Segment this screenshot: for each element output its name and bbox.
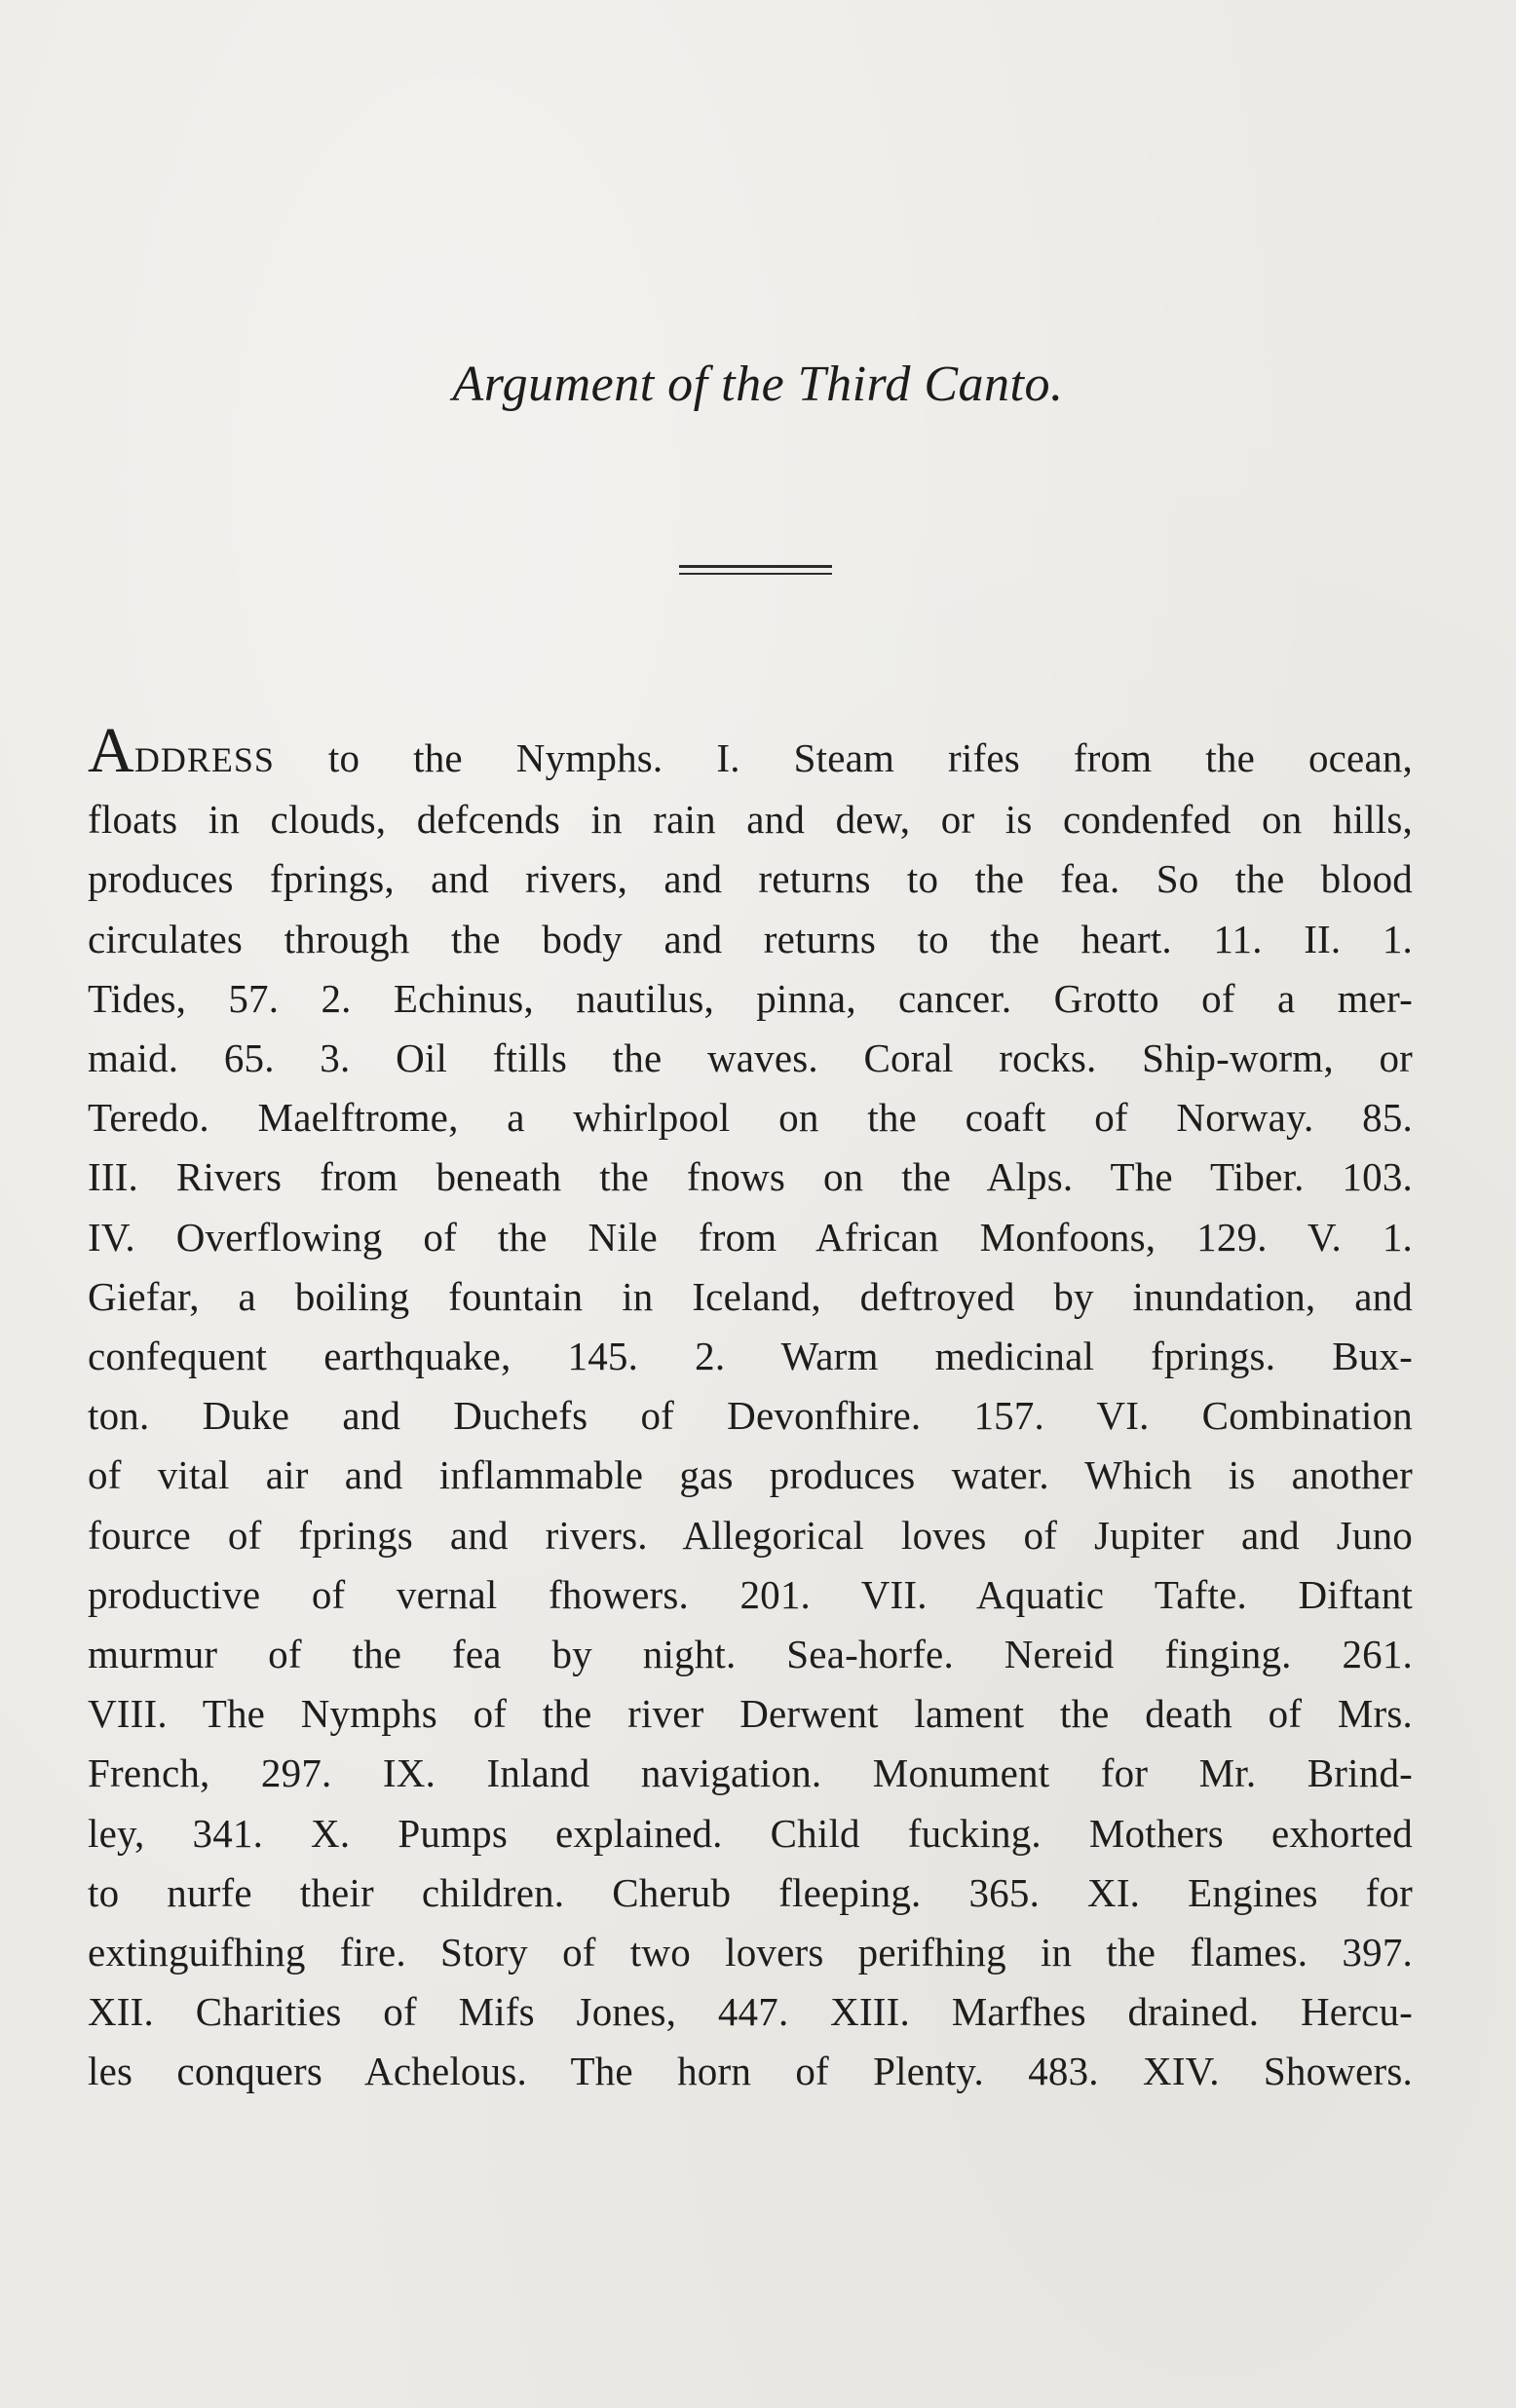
text-line-2: floats in clouds, defcends in rain and dew, or is condenfed on hills, (88, 797, 1413, 843)
text-line-3: produces fprings, and rivers, and returns to the fea. So the blood (88, 856, 1413, 902)
text-line-16: murmur of the fea by night. Sea-horfe. Nereid finging. 261. (88, 1632, 1413, 1677)
text-line-22: XII. Charities of Mifs Jones, 447. XIII. Marfhes drained. Hercu- (88, 1989, 1413, 2035)
text-line-17: VIII. The Nymphs of the river Derwent lament the death of Mrs. (88, 1691, 1413, 1737)
text-line-15: productive of vernal fhowers. 201. VII. Aquatic Tafte. Diftant (88, 1571, 1413, 1617)
small-caps-word: DDRESS (133, 740, 275, 779)
argument-text (88, 715, 1413, 2102)
text-line-23: les conquers Achelous. The horn of Plenty. 483. XIV. Showers. (88, 2049, 1413, 2094)
page-title: Argument of the Third Canto. (452, 357, 1064, 412)
text-line-5: Tides, 57. 2. Echinus, nautilus, pinna, cancer. Grotto of a mer- (88, 975, 1413, 1021)
text-line-4: circulates through the body and returns to the heart. 11. II. 1. (88, 916, 1413, 961)
text-line-13: of vital air and inflammable gas produces water. Which is another (88, 1452, 1413, 1498)
double-rule-divider (679, 565, 832, 579)
text-line-14: fource of fprings and rivers. Allegorical loves of Jupiter and Juno (88, 1512, 1413, 1558)
text-line-19: ley, 341. X. Pumps explained. Child fucking. Mothers exhorted (88, 1810, 1413, 1856)
text-line-21: extinguifhing fire. Story of two lovers perifhing in the flames. 397. (88, 1930, 1413, 1975)
text-line-11: confequent earthquake, 145. 2. Warm medicinal fprings. Bux- (88, 1334, 1413, 1379)
text-line-1: ADDRESS to the Nymphs. I. Steam rifes from the ocean, (88, 715, 1413, 786)
text-line-7: Teredo. Maelftrome, a whirlpool on the coaft of Norway. 85. (88, 1095, 1413, 1141)
text-line-10: Giefar, a boiling fountain in Iceland, deftroyed by inundation, and (88, 1273, 1413, 1319)
text-line-20: to nurfe their children. Cherub fleeping. 365. XI. Engines for (88, 1869, 1413, 1915)
text-line-8: III. Rivers from beneath the fnows on the Alps. The Tiber. 103. (88, 1154, 1413, 1200)
text-line-9: IV. Overflowing of the Nile from African Monfoons, 129. V. 1. (88, 1214, 1413, 1260)
drop-cap: A (88, 715, 134, 786)
text-line-6: maid. 65. 3. Oil ftills the waves. Coral rocks. Ship-worm, or (88, 1035, 1413, 1081)
text-line-18: French, 297. IX. Inland navigation. Monument for Mr. Brind- (88, 1750, 1413, 1796)
text-line-12: ton. Duke and Duchefs of Devonfhire. 157. VI. Combination (88, 1393, 1413, 1439)
